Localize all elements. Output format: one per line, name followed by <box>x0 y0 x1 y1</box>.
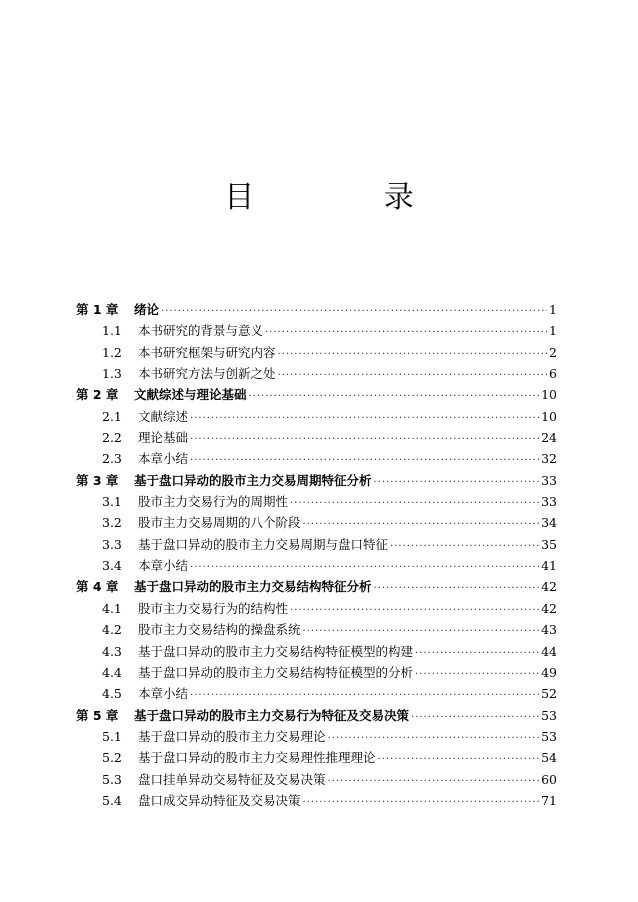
toc-chapter-entry[interactable] <box>76 576 557 597</box>
toc-chapter-entry[interactable] <box>76 299 557 320</box>
toc-entry-number: 2.2 <box>102 430 122 446</box>
toc-entry-number: 4.4 <box>102 664 122 680</box>
toc-entry-page-number: 44 <box>541 643 557 659</box>
toc-entry-title: 理论基础 <box>138 430 189 446</box>
toc-entry-number: 第 3 章 <box>76 472 119 488</box>
toc-section-entry[interactable] <box>76 491 557 512</box>
toc-entry-number: 4.1 <box>102 600 122 616</box>
toc-entry-title: 本章小结 <box>138 686 189 702</box>
toc-entry-title: 绪论 <box>134 302 160 317</box>
toc-entry-number: 1.1 <box>102 323 122 339</box>
toc-section-entry[interactable] <box>76 769 557 790</box>
toc-entry-title: 本章小结 <box>138 558 189 574</box>
toc-entry-title: 盘口成交异动特征及交易决策 <box>138 792 301 808</box>
toc-section-entry[interactable] <box>76 619 557 640</box>
toc-section-entry[interactable] <box>76 790 557 811</box>
dot-leader <box>328 728 540 749</box>
toc-entry-number: 3.2 <box>102 515 122 531</box>
dot-leader <box>378 749 540 770</box>
dot-leader <box>190 685 539 706</box>
toc-entry-title: 基于盘口异动的股市主力交易理论 <box>138 728 326 744</box>
toc-entry-page-number: 1 <box>549 323 557 339</box>
toc-section-entry[interactable] <box>76 726 557 747</box>
dot-leader <box>303 514 540 535</box>
toc-section-entry[interactable] <box>76 448 557 469</box>
toc-entry-number: 5.3 <box>102 771 122 787</box>
toc-entry-page-number: 10 <box>541 408 557 424</box>
dot-leader <box>290 493 539 514</box>
toc-entry-page-number: 33 <box>541 494 557 510</box>
toc-entry-title: 股市主力交易行为的结构性 <box>138 600 289 616</box>
toc-section-entry[interactable] <box>76 641 557 662</box>
toc-entry-number: 第 4 章 <box>76 579 119 595</box>
dot-leader <box>190 429 539 450</box>
dot-leader <box>415 664 539 685</box>
toc-entry-title: 基于盘口异动的股市主力交易结构特征模型的分析 <box>138 664 414 680</box>
dot-leader <box>190 450 539 471</box>
toc-entry-number: 3.3 <box>102 536 122 552</box>
toc-section-entry[interactable] <box>76 512 557 533</box>
toc-entry-number: 5.2 <box>102 750 122 766</box>
toc-entry-page-number: 54 <box>541 750 557 766</box>
toc-entry-page-number: 53 <box>541 728 557 744</box>
toc-entry-number: 4.5 <box>102 686 122 702</box>
table-of-contents <box>76 299 557 811</box>
dot-leader <box>278 365 547 386</box>
toc-entry-page-number: 53 <box>541 707 557 723</box>
toc-section-entry[interactable] <box>76 555 557 576</box>
toc-entry-title: 文献综述 <box>138 408 189 424</box>
toc-entry-title: 股市主力交易结构的操盘系统 <box>138 622 301 638</box>
toc-entry-title: 本章小结 <box>138 451 189 467</box>
toc-entry-page-number: 1 <box>549 302 557 317</box>
toc-entry-title: 盘口挂单异动交易特征及交易决策 <box>138 771 326 787</box>
toc-entry-number: 1.2 <box>102 344 122 360</box>
page-title: 目 录 <box>224 180 474 215</box>
dot-leader <box>190 408 539 429</box>
toc-section-entry[interactable] <box>76 406 557 427</box>
dot-leader <box>161 301 547 322</box>
toc-entry-title: 股市主力交易周期的八个阶段 <box>138 515 301 531</box>
toc-entry-title: 股市主力交易行为的周期性 <box>138 494 289 510</box>
toc-entry-number: 第 1 章 <box>76 302 119 317</box>
toc-entry-title: 基于盘口异动的股市主力交易周期特征分析 <box>134 472 372 488</box>
toc-chapter-entry[interactable] <box>76 384 557 405</box>
toc-entry-title: 本书研究方法与创新之处 <box>138 366 276 382</box>
dot-leader <box>411 707 539 728</box>
dot-leader <box>328 771 540 792</box>
toc-entry-title: 本书研究的背景与意义 <box>138 323 264 339</box>
dot-leader <box>249 386 540 407</box>
toc-entry-title: 基于盘口异动的股市主力交易结构特征模型的构建 <box>138 643 414 659</box>
toc-entry-number: 1.3 <box>102 366 122 382</box>
dot-leader <box>415 643 539 664</box>
toc-entry-number: 第 5 章 <box>76 707 119 723</box>
toc-entry-page-number: 49 <box>541 664 557 680</box>
toc-section-entry[interactable] <box>76 363 557 384</box>
toc-entry-page-number: 34 <box>541 515 557 531</box>
toc-entry-title: 基于盘口异动的股市主力交易周期与盘口特征 <box>138 536 389 552</box>
toc-section-entry[interactable] <box>76 534 557 555</box>
toc-entry-page-number: 32 <box>541 451 557 467</box>
toc-entry-page-number: 71 <box>541 792 557 808</box>
toc-entry-page-number: 52 <box>541 686 557 702</box>
toc-entry-title: 基于盘口异动的股市主力交易结构特征分析 <box>134 579 372 595</box>
toc-entry-page-number: 35 <box>541 536 557 552</box>
dot-leader <box>303 792 540 813</box>
toc-entry-page-number: 10 <box>541 387 557 403</box>
dot-leader <box>303 621 540 642</box>
toc-entry-number: 4.2 <box>102 622 122 638</box>
toc-section-entry[interactable] <box>76 427 557 448</box>
toc-entry-number: 2.3 <box>102 451 122 467</box>
toc-entry-page-number: 43 <box>541 622 557 638</box>
toc-section-entry[interactable] <box>76 747 557 768</box>
toc-entry-number: 第 2 章 <box>76 387 119 403</box>
toc-section-entry[interactable] <box>76 662 557 683</box>
toc-entry-number: 4.3 <box>102 643 122 659</box>
dot-leader <box>190 557 539 578</box>
toc-entry-number: 5.4 <box>102 792 122 808</box>
toc-entry-page-number: 42 <box>541 579 557 595</box>
dot-leader <box>390 536 539 557</box>
toc-entry-page-number: 33 <box>541 472 557 488</box>
toc-entry-page-number: 2 <box>549 344 557 360</box>
dot-leader <box>265 322 547 343</box>
toc-entry-page-number: 24 <box>541 430 557 446</box>
toc-entry-number: 5.1 <box>102 728 122 744</box>
toc-entry-number: 3.4 <box>102 558 122 574</box>
toc-section-entry[interactable] <box>76 342 557 363</box>
toc-entry-page-number: 60 <box>541 771 557 787</box>
toc-entry-number: 3.1 <box>102 494 122 510</box>
toc-entry-page-number: 42 <box>541 600 557 616</box>
toc-entry-number: 2.1 <box>102 408 122 424</box>
toc-entry-title: 基于盘口异动的股市主力交易行为特征及交易决策 <box>134 707 410 723</box>
toc-section-entry[interactable] <box>76 598 557 619</box>
dot-leader <box>278 344 547 365</box>
dot-leader <box>374 472 540 493</box>
dot-leader <box>374 578 540 599</box>
toc-entry-title: 本书研究框架与研究内容 <box>138 344 276 360</box>
toc-chapter-entry[interactable] <box>76 470 557 491</box>
toc-entry-page-number: 41 <box>541 558 557 574</box>
dot-leader <box>290 600 539 621</box>
toc-entry-page-number: 6 <box>549 366 557 382</box>
toc-section-entry[interactable] <box>76 320 557 341</box>
toc-entry-title: 基于盘口异动的股市主力交易理性推理理论 <box>138 750 376 766</box>
toc-chapter-entry[interactable] <box>76 705 557 726</box>
toc-section-entry[interactable] <box>76 683 557 704</box>
toc-entry-title: 文献综述与理论基础 <box>134 387 247 403</box>
